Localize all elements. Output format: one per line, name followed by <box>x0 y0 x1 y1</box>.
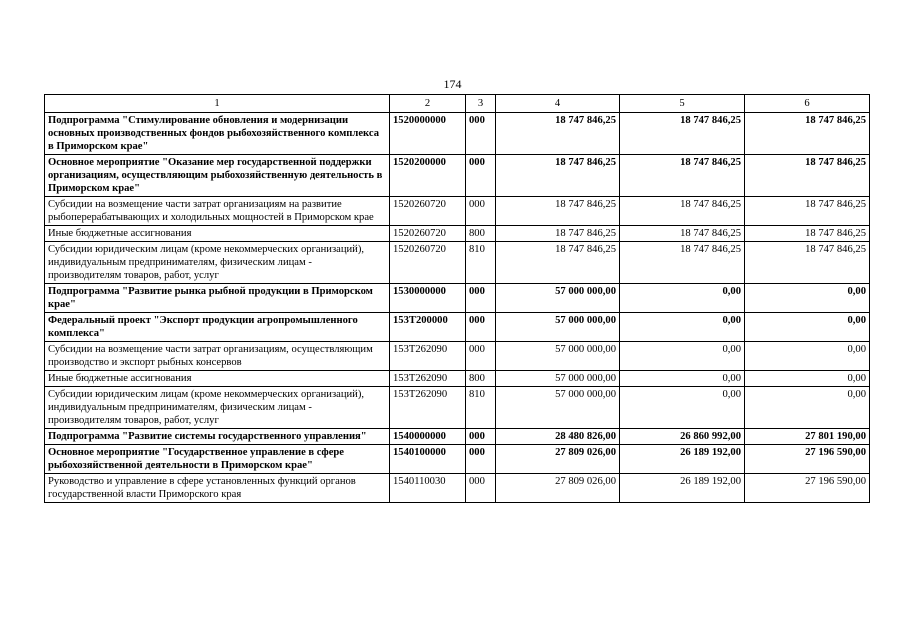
row-name-cell: Подпрограмма "Развитие рынка рыбной продукции в Приморском крае" <box>45 284 390 313</box>
table-row <box>45 226 870 242</box>
row-name-cell: Иные бюджетные ассигнования <box>45 371 390 387</box>
row-value-4-cell: 18 747 846,25 <box>496 197 620 226</box>
row-type-cell: 800 <box>466 371 496 387</box>
row-type-cell: 000 <box>466 445 496 474</box>
row-value-4-cell: 57 000 000,00 <box>496 387 620 429</box>
row-value-6-cell: 0,00 <box>745 313 870 342</box>
budget-table <box>44 94 870 503</box>
row-code-cell: 1520000000 <box>390 113 466 155</box>
row-type-cell: 810 <box>466 387 496 429</box>
row-value-6-cell: 18 747 846,25 <box>745 197 870 226</box>
row-value-6-cell: 0,00 <box>745 371 870 387</box>
table-row <box>45 445 870 474</box>
header-row <box>45 95 870 113</box>
row-code-cell: 153Т262090 <box>390 342 466 371</box>
row-value-4-cell: 18 747 846,25 <box>496 226 620 242</box>
table-row <box>45 371 870 387</box>
row-name-cell: Федеральный проект "Экспорт продукции агропромышленного комплекса" <box>45 313 390 342</box>
row-code-cell: 1520260720 <box>390 226 466 242</box>
row-value-4-cell: 18 747 846,25 <box>496 155 620 197</box>
row-value-5-cell: 0,00 <box>620 387 745 429</box>
table-row <box>45 197 870 226</box>
row-name-cell: Субсидии юридическим лицам (кроме некоммерческих организаций), индивидуальным предпринимателям, физическим лицам - производителям товаров, работ, услуг <box>45 242 390 284</box>
row-type-cell: 000 <box>466 113 496 155</box>
row-type-cell: 000 <box>466 342 496 371</box>
table-row <box>45 155 870 197</box>
row-value-5-cell: 18 747 846,25 <box>620 242 745 284</box>
row-value-5-cell: 18 747 846,25 <box>620 197 745 226</box>
page-number: 174 <box>443 77 462 91</box>
row-value-4-cell: 27 809 026,00 <box>496 445 620 474</box>
row-code-cell: 1520260720 <box>390 197 466 226</box>
header-cell: 2 <box>390 95 466 113</box>
row-value-6-cell: 18 747 846,25 <box>745 113 870 155</box>
table-row <box>45 313 870 342</box>
row-name-cell: Подпрограмма "Развитие системы государственного управления" <box>45 429 390 445</box>
row-code-cell: 1540110030 <box>390 474 466 503</box>
row-code-cell: 1540100000 <box>390 445 466 474</box>
row-code-cell: 1520200000 <box>390 155 466 197</box>
row-value-6-cell: 0,00 <box>745 342 870 371</box>
row-value-6-cell: 18 747 846,25 <box>745 226 870 242</box>
row-code-cell: 1540000000 <box>390 429 466 445</box>
row-name-cell: Подпрограмма "Стимулирование обновления и модернизации основных производственных фондов рыбохозяйственного комплекса в Приморском крае" <box>45 113 390 155</box>
table-row <box>45 429 870 445</box>
row-value-6-cell: 18 747 846,25 <box>745 155 870 197</box>
row-name-cell: Основное мероприятие "Оказание мер государственной поддержки организациям, осуществляющим рыбохозяйственную деятельность в Приморском крае" <box>45 155 390 197</box>
row-value-6-cell: 0,00 <box>745 387 870 429</box>
row-name-cell: Основное мероприятие "Государственное управление в сфере рыбохозяйственной деятельности в Приморском крае" <box>45 445 390 474</box>
table-row <box>45 113 870 155</box>
row-type-cell: 810 <box>466 242 496 284</box>
header-cell: 4 <box>496 95 620 113</box>
row-value-6-cell: 27 196 590,00 <box>745 445 870 474</box>
row-type-cell: 000 <box>466 429 496 445</box>
row-value-4-cell: 18 747 846,25 <box>496 113 620 155</box>
row-value-5-cell: 0,00 <box>620 313 745 342</box>
row-value-5-cell: 26 189 192,00 <box>620 474 745 503</box>
row-value-5-cell: 0,00 <box>620 342 745 371</box>
row-value-5-cell: 18 747 846,25 <box>620 155 745 197</box>
row-name-cell: Субсидии юридическим лицам (кроме некоммерческих организаций), индивидуальным предпринимателям, физическим лицам - производителям товаров, работ, услуг <box>45 387 390 429</box>
row-code-cell: 153Т262090 <box>390 371 466 387</box>
row-code-cell: 1520260720 <box>390 242 466 284</box>
row-name-cell: Субсидии на возмещение части затрат организациям, осуществляющим производство и экспорт рыбных консервов <box>45 342 390 371</box>
row-name-cell: Руководство и управление в сфере установленных функций органов государственной власти Приморского края <box>45 474 390 503</box>
table-row <box>45 284 870 313</box>
header-cell: 6 <box>745 95 870 113</box>
row-value-4-cell: 57 000 000,00 <box>496 371 620 387</box>
header-cell: 3 <box>466 95 496 113</box>
row-value-4-cell: 57 000 000,00 <box>496 313 620 342</box>
row-name-cell: Иные бюджетные ассигнования <box>45 226 390 242</box>
row-value-5-cell: 18 747 846,25 <box>620 226 745 242</box>
row-type-cell: 000 <box>466 313 496 342</box>
row-value-4-cell: 28 480 826,00 <box>496 429 620 445</box>
row-value-5-cell: 0,00 <box>620 371 745 387</box>
row-value-4-cell: 57 000 000,00 <box>496 342 620 371</box>
header-cell: 1 <box>45 95 390 113</box>
row-value-4-cell: 57 000 000,00 <box>496 284 620 313</box>
row-value-4-cell: 18 747 846,25 <box>496 242 620 284</box>
table-body <box>45 113 870 503</box>
row-value-6-cell: 27 801 190,00 <box>745 429 870 445</box>
row-name-cell: Субсидии на возмещение части затрат организациям на развитие рыбоперерабатывающих и холодильных мощностей в Приморском крае <box>45 197 390 226</box>
row-value-6-cell: 27 196 590,00 <box>745 474 870 503</box>
table-row <box>45 474 870 503</box>
row-value-4-cell: 27 809 026,00 <box>496 474 620 503</box>
row-type-cell: 000 <box>466 474 496 503</box>
row-value-6-cell: 18 747 846,25 <box>745 242 870 284</box>
row-type-cell: 000 <box>466 197 496 226</box>
row-type-cell: 800 <box>466 226 496 242</box>
row-value-5-cell: 0,00 <box>620 284 745 313</box>
header-cell: 5 <box>620 95 745 113</box>
row-value-5-cell: 18 747 846,25 <box>620 113 745 155</box>
row-code-cell: 153Т200000 <box>390 313 466 342</box>
row-code-cell: 1530000000 <box>390 284 466 313</box>
row-value-5-cell: 26 189 192,00 <box>620 445 745 474</box>
table-row <box>45 342 870 371</box>
row-code-cell: 153Т262090 <box>390 387 466 429</box>
row-type-cell: 000 <box>466 155 496 197</box>
table-row <box>45 387 870 429</box>
table-row <box>45 242 870 284</box>
row-type-cell: 000 <box>466 284 496 313</box>
row-value-5-cell: 26 860 992,00 <box>620 429 745 445</box>
row-value-6-cell: 0,00 <box>745 284 870 313</box>
